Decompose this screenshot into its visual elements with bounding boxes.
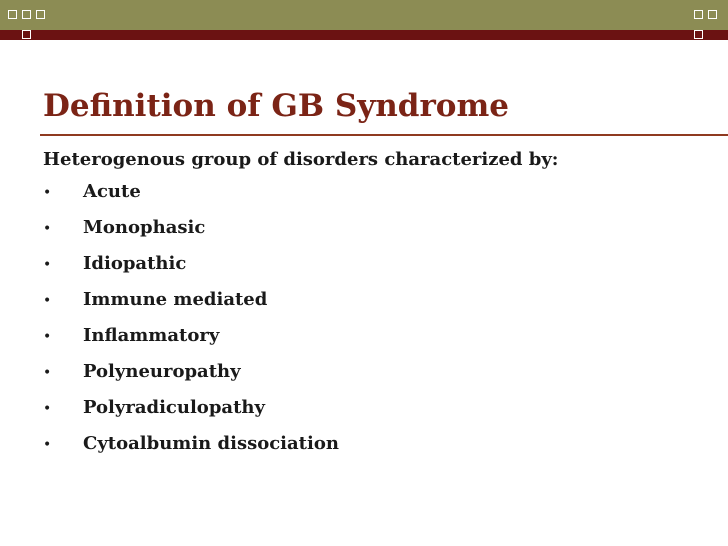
bullet-icon: • — [43, 293, 52, 309]
bullet-text: Idiopathic — [83, 253, 187, 274]
square-icon — [22, 30, 31, 39]
list-item — [43, 217, 339, 253]
list-item — [43, 325, 339, 361]
header-band — [0, 0, 728, 40]
list-item — [43, 181, 339, 217]
bullet-text: Monophasic — [83, 217, 206, 238]
bullet-icon: • — [43, 257, 52, 273]
list-item — [43, 397, 339, 433]
square-icon — [694, 10, 703, 19]
bullet-text: Inflammatory — [83, 325, 220, 346]
list-item — [43, 433, 339, 469]
bullet-text: Acute — [83, 181, 141, 202]
list-item — [43, 361, 339, 397]
header-olive-bar — [0, 0, 728, 30]
square-icon — [36, 10, 45, 19]
bullet-text: Cytoalbumin dissociation — [83, 433, 339, 454]
header-maroon-bar — [0, 30, 728, 40]
square-icon — [708, 10, 717, 19]
bullet-icon: • — [43, 401, 52, 417]
bullet-text: Polyneuropathy — [83, 361, 241, 382]
slide-title: Definition of GB Syndrome — [43, 88, 509, 124]
intro-text: Heterogenous group of disorders characterized by: — [43, 149, 559, 170]
square-icon — [694, 30, 703, 39]
square-icon — [8, 10, 17, 19]
bullet-icon: • — [43, 437, 52, 453]
list-item — [43, 253, 339, 289]
bullet-icon: • — [43, 185, 52, 201]
bullet-list — [43, 181, 339, 469]
bullet-text: Immune mediated — [83, 289, 268, 310]
bullet-icon: • — [43, 365, 52, 381]
title-underline — [40, 134, 728, 136]
bullet-text: Polyradiculopathy — [83, 397, 265, 418]
square-icon — [22, 10, 31, 19]
list-item — [43, 289, 339, 325]
bullet-icon: • — [43, 329, 52, 345]
bullet-icon: • — [43, 221, 52, 237]
